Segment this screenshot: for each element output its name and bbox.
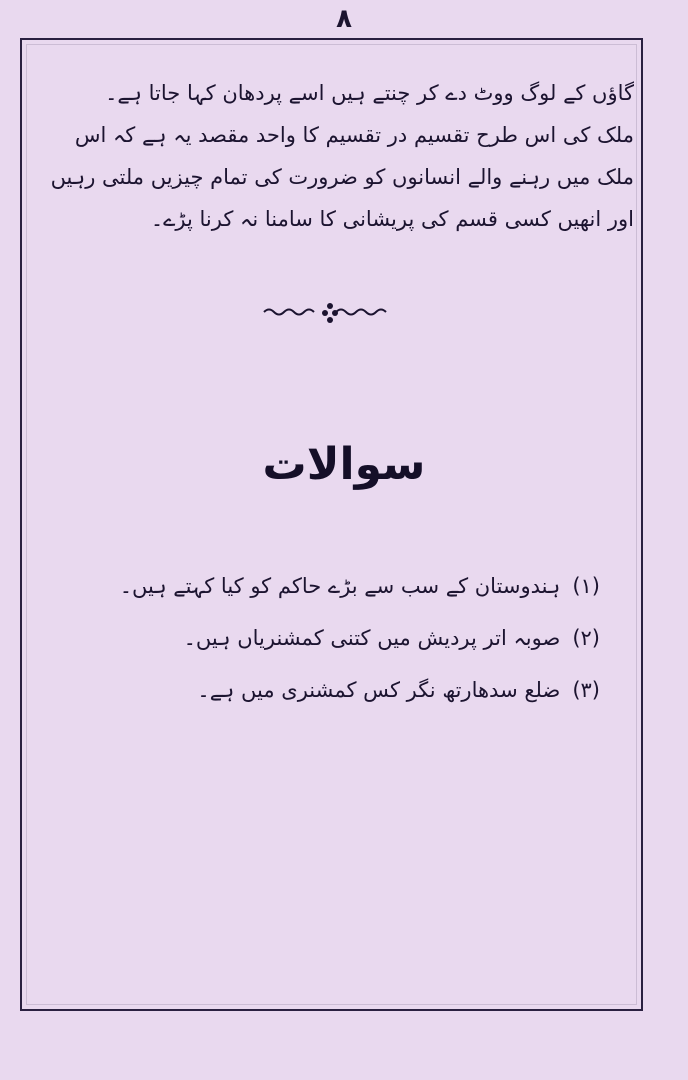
paragraph-line: ملک میں رہنے والے انسانوں کو ضرورت کی تمام چیزیں ملتی رہیں <box>50 165 634 189</box>
question-number: (۳) <box>572 678 600 702</box>
section-divider-ornament <box>260 298 400 324</box>
question-item <box>120 612 600 664</box>
question-text: ضلع سدھارتھ نگر کس کمشنری میں ہے۔ <box>197 678 561 702</box>
question-number: (۱) <box>572 574 600 598</box>
question-number: (۲) <box>572 626 600 650</box>
question-item <box>120 560 600 612</box>
body-paragraph <box>42 72 634 240</box>
question-text: صوبہ اتر پردیش میں کتنی کمشنریاں ہیں۔ <box>183 626 561 650</box>
paragraph-line: ملک کی اس طرح تقسیم در تقسیم کا واحد مقصد یہ ہے کہ اس <box>74 123 634 147</box>
questions-list <box>120 560 600 716</box>
questions-heading: سوالات <box>262 439 426 490</box>
paragraph-line: گاؤں کے لوگ ووٹ دے کر چنتے ہیں اسے پردھان کہا جاتا ہے۔ <box>105 81 634 105</box>
question-text: ہندوستان کے سب سے بڑے حاکم کو کیا کہتے ہیں۔ <box>119 574 561 598</box>
page-number: ۸ <box>336 4 352 34</box>
question-item <box>120 664 600 716</box>
paragraph-line: اور انھیں کسی قسم کی پریشانی کا سامنا نہ کرنا پڑے۔ <box>150 207 634 231</box>
